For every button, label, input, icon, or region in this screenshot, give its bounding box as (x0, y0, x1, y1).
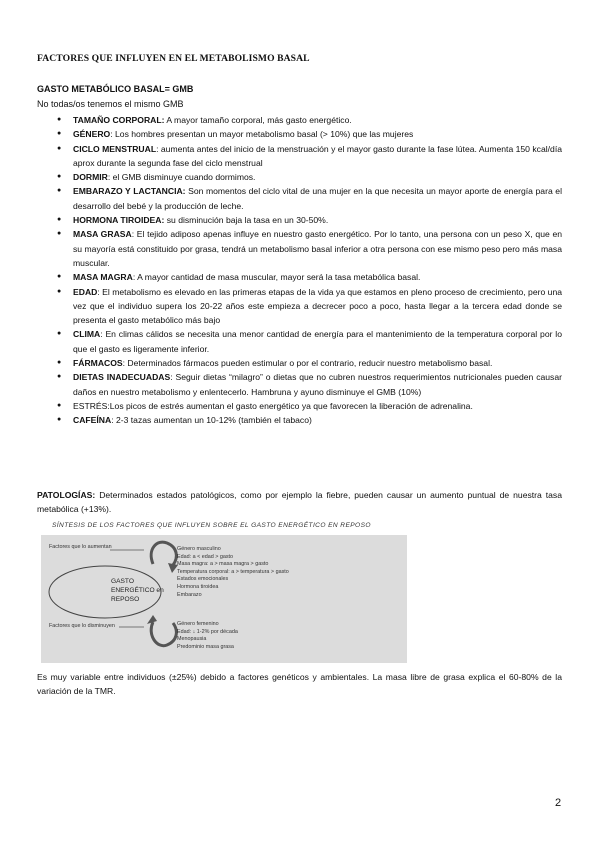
page-title: FACTORES QUE INFLUYEN EN EL METABOLISMO BASAL (37, 53, 310, 64)
pathologies-text: Determinados estados patológicos, como por ejemplo la fiebre, pueden causar un aumento puntual de nuestra tasa metabólica (+13%). (37, 490, 562, 515)
list-item: Género masculino (177, 546, 221, 552)
list-item: ● DIETAS INADECUADAS: Seguir dietas “milagro” o dietas que no cubren nuestros requerimientos nutricionales pueden causar daños en nuestro metabolismo y enlentecerlo. Hambruna y ayuno disminuye el GMB (10%) (57, 370, 562, 399)
list-item: Menopausia (177, 636, 207, 643)
list-item: Masa magra: a > masa magra > gasto (177, 561, 269, 568)
list-item: ● EDAD: El metabolismo es elevado en las primeras etapas de la vida ya que estamos en pleno proceso de crecimiento, pero una vez que el individuo supera los 20-22 años este empieza a decrecer poco a poco, hasta llegar a la tercera edad donde se presenta el gasto metabólico más bajo (57, 285, 562, 328)
figure-caption: SÍNTESIS DE LOS FACTORES QUE INFLUYEN SOBRE EL GASTO ENERGÉTICO EN REPOSO (52, 522, 371, 529)
list-item: ● CICLO MENSTRUAL: aumenta antes del inicio de la menstruación y el mayor gasto durante la fase lútea. Aumenta 150 kcal/día aprox durante la segunda fase del ciclo menstrual (57, 142, 562, 171)
list-item: Edad: a < edad > gasto (177, 553, 234, 560)
increase-items (177, 546, 289, 599)
list-item: ● ESTRÉS:Los picos de estrés aumentan el gasto energético ya que favorecen la liberación de adrenalina. (57, 399, 562, 413)
list-item: ● CAFEÍNA: 2-3 tazas aumentan un 10-12% (también el tabaco) (57, 413, 562, 427)
factor-list (57, 113, 562, 428)
increase-arrow (151, 542, 176, 565)
center-label: GASTO ENERGÉTICO en REPOSO (111, 578, 164, 603)
list-item: ● TAMAÑO CORPORAL: A mayor tamaño corporal, más gasto energético. (57, 113, 562, 127)
page-number: 2 (555, 797, 562, 809)
pathologies-paragraph (37, 488, 562, 517)
pathologies-label: PATOLOGÍAS: (37, 490, 96, 500)
increase-label: Factores que lo aumentan (49, 544, 112, 550)
intro-text: No todas/os tenemos el mismo GMB (37, 99, 184, 109)
list-item: ● FÁRMACOS: Determinados fármacos pueden estimular o por el contrario, reducir nuestro metabolismo basal. (57, 356, 562, 370)
decrease-items (177, 621, 238, 651)
list-item: Temperatura corporal: a > temperatura > gasto (177, 568, 289, 575)
list-item: Estados emocionales (177, 576, 229, 583)
list-item: Predominio masa grasa (177, 643, 234, 650)
decrease-label: Factores que lo disminuyen (49, 623, 115, 629)
list-item: ● HORMONA TIROIDEA: su disminución baja la tasa en un 30-50%. (57, 213, 562, 227)
list-item: Hormona tiroidea (177, 583, 219, 590)
list-item: Género femenino (177, 621, 219, 627)
list-item: Edad: ↓ 1-2% por década (177, 628, 238, 635)
list-item: ● MASA MAGRA: A mayor cantidad de masa muscular, mayor será la tasa metabólica basal. (57, 270, 562, 284)
list-item: ● CLIMA: En climas cálidos se necesita una menor cantidad de energía para el mantenimiento de la temperatura corporal por lo que el gasto es ligeramente inferior. (57, 327, 562, 356)
list-item: ● DORMIR: el GMB disminuye cuando dormimos. (57, 170, 562, 184)
list-item: Embarazo (177, 591, 202, 598)
closing-paragraph: Es muy variable entre individuos (±25%) debido a factores genéticos y ambientales. La masa libre de grasa explica el 60-80% de la variación de la TMR. (37, 672, 562, 697)
decrease-arrow (151, 622, 176, 646)
list-item: ● EMBARAZO Y LACTANCIA: Son momentos del ciclo vital de una mujer en la que necesita un mayor aporte de energía para el desarrollo del bebé y la producción de leche. (57, 184, 562, 213)
list-item: ● MASA GRASA: El tejido adiposo apenas influye en nuestro gasto energético. Por lo tanto, una persona con un peso X, que en su mayoría está constituido por grasa, tendrá un metabolismo basal inferior a otra persona con ese mismo peso pero más masa muscular. (57, 227, 562, 270)
list-item: ● GÉNERO: Los hombres presentan un mayor metabolismo basal (> 10%) que las mujeres (57, 127, 562, 141)
synthesis-figure (41, 535, 407, 663)
section-subheading: GASTO METABÓLICO BASAL= GMB (37, 84, 194, 94)
